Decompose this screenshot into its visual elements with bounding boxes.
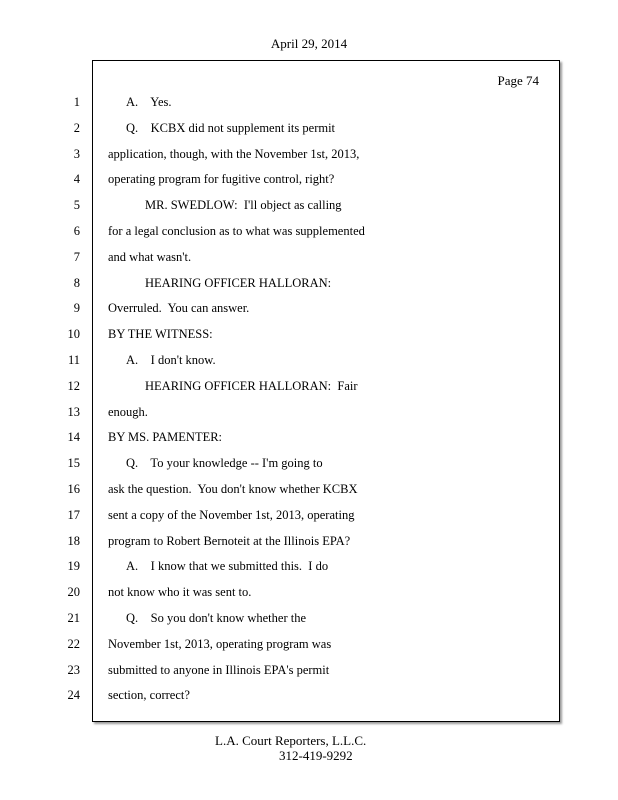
line-number: 6 bbox=[73, 223, 80, 238]
line-number: 7 bbox=[73, 249, 80, 264]
transcript-line: BY THE WITNESS: bbox=[108, 327, 213, 342]
transcript-line: and what wasn't. bbox=[108, 249, 192, 264]
line-number: 17 bbox=[67, 507, 80, 522]
page-number: Page 74 bbox=[497, 73, 539, 88]
line-number-column bbox=[0, 91, 80, 710]
footer-company: L.A. Court Reporters, L.L.C. bbox=[215, 733, 367, 748]
transcript-line: not know who it was sent to. bbox=[108, 585, 252, 600]
transcript-line: HEARING OFFICER HALLORAN: bbox=[145, 275, 332, 290]
transcript-line: A. Yes. bbox=[126, 95, 172, 109]
transcript-line: Q. So you don't know whether the bbox=[126, 610, 307, 625]
line-number: 13 bbox=[67, 404, 80, 419]
line-number: 21 bbox=[67, 610, 80, 625]
transcript-line: enough. bbox=[108, 404, 148, 419]
line-number: 1 bbox=[73, 95, 80, 109]
line-number: 16 bbox=[67, 481, 80, 496]
line-number: 4 bbox=[73, 172, 80, 187]
line-number: 19 bbox=[67, 559, 80, 574]
transcript-line: program to Robert Bernoteit at the Illinois EPA? bbox=[108, 533, 351, 548]
transcript-line: section, correct? bbox=[108, 688, 190, 703]
transcript-line: for a legal conclusion as to what was supplemented bbox=[108, 223, 365, 238]
transcript-line: ask the question. You don't know whether KCBX bbox=[108, 481, 358, 496]
line-number: 11 bbox=[67, 352, 80, 367]
line-number: 2 bbox=[73, 120, 80, 135]
line-number: 22 bbox=[67, 636, 80, 651]
transcript-line: Overruled. You can answer. bbox=[108, 301, 250, 316]
transcript-line: A. I don't know. bbox=[126, 352, 216, 367]
transcript-line: operating program for fugitive control, right? bbox=[108, 172, 335, 187]
transcript-line: sent a copy of the November 1st, 2013, operating bbox=[108, 507, 355, 522]
line-number: 12 bbox=[67, 378, 80, 393]
line-number: 18 bbox=[67, 533, 80, 548]
line-number: 9 bbox=[73, 301, 80, 316]
line-number: 10 bbox=[67, 327, 80, 342]
transcript-line: BY MS. PAMENTER: bbox=[108, 430, 223, 445]
line-number: 14 bbox=[67, 430, 80, 445]
line-number: 15 bbox=[67, 456, 80, 471]
footer-phone: 312-419-9292 bbox=[279, 748, 353, 763]
transcript-line: A. I know that we submitted this. I do bbox=[126, 559, 329, 574]
transcript-line: application, though, with the November 1st, 2013, bbox=[108, 146, 360, 161]
line-number: 8 bbox=[73, 275, 80, 290]
line-number: 5 bbox=[73, 198, 80, 213]
transcript-line: HEARING OFFICER HALLORAN: Fair bbox=[145, 378, 358, 393]
line-number: 3 bbox=[73, 146, 80, 161]
transcript-line: Q. To your knowledge -- I'm going to bbox=[126, 456, 323, 471]
header-date: April 29, 2014 bbox=[270, 36, 348, 51]
transcript-line: MR. SWEDLOW: I'll object as calling bbox=[145, 198, 342, 213]
transcript-line: Q. KCBX did not supplement its permit bbox=[126, 120, 336, 135]
line-number: 20 bbox=[67, 585, 80, 600]
line-number: 23 bbox=[67, 662, 80, 677]
line-number: 24 bbox=[67, 688, 80, 703]
transcript-line: submitted to anyone in Illinois EPA's permit bbox=[108, 662, 330, 677]
transcript-text bbox=[108, 91, 548, 710]
transcript-line: November 1st, 2013, operating program was bbox=[108, 636, 332, 651]
